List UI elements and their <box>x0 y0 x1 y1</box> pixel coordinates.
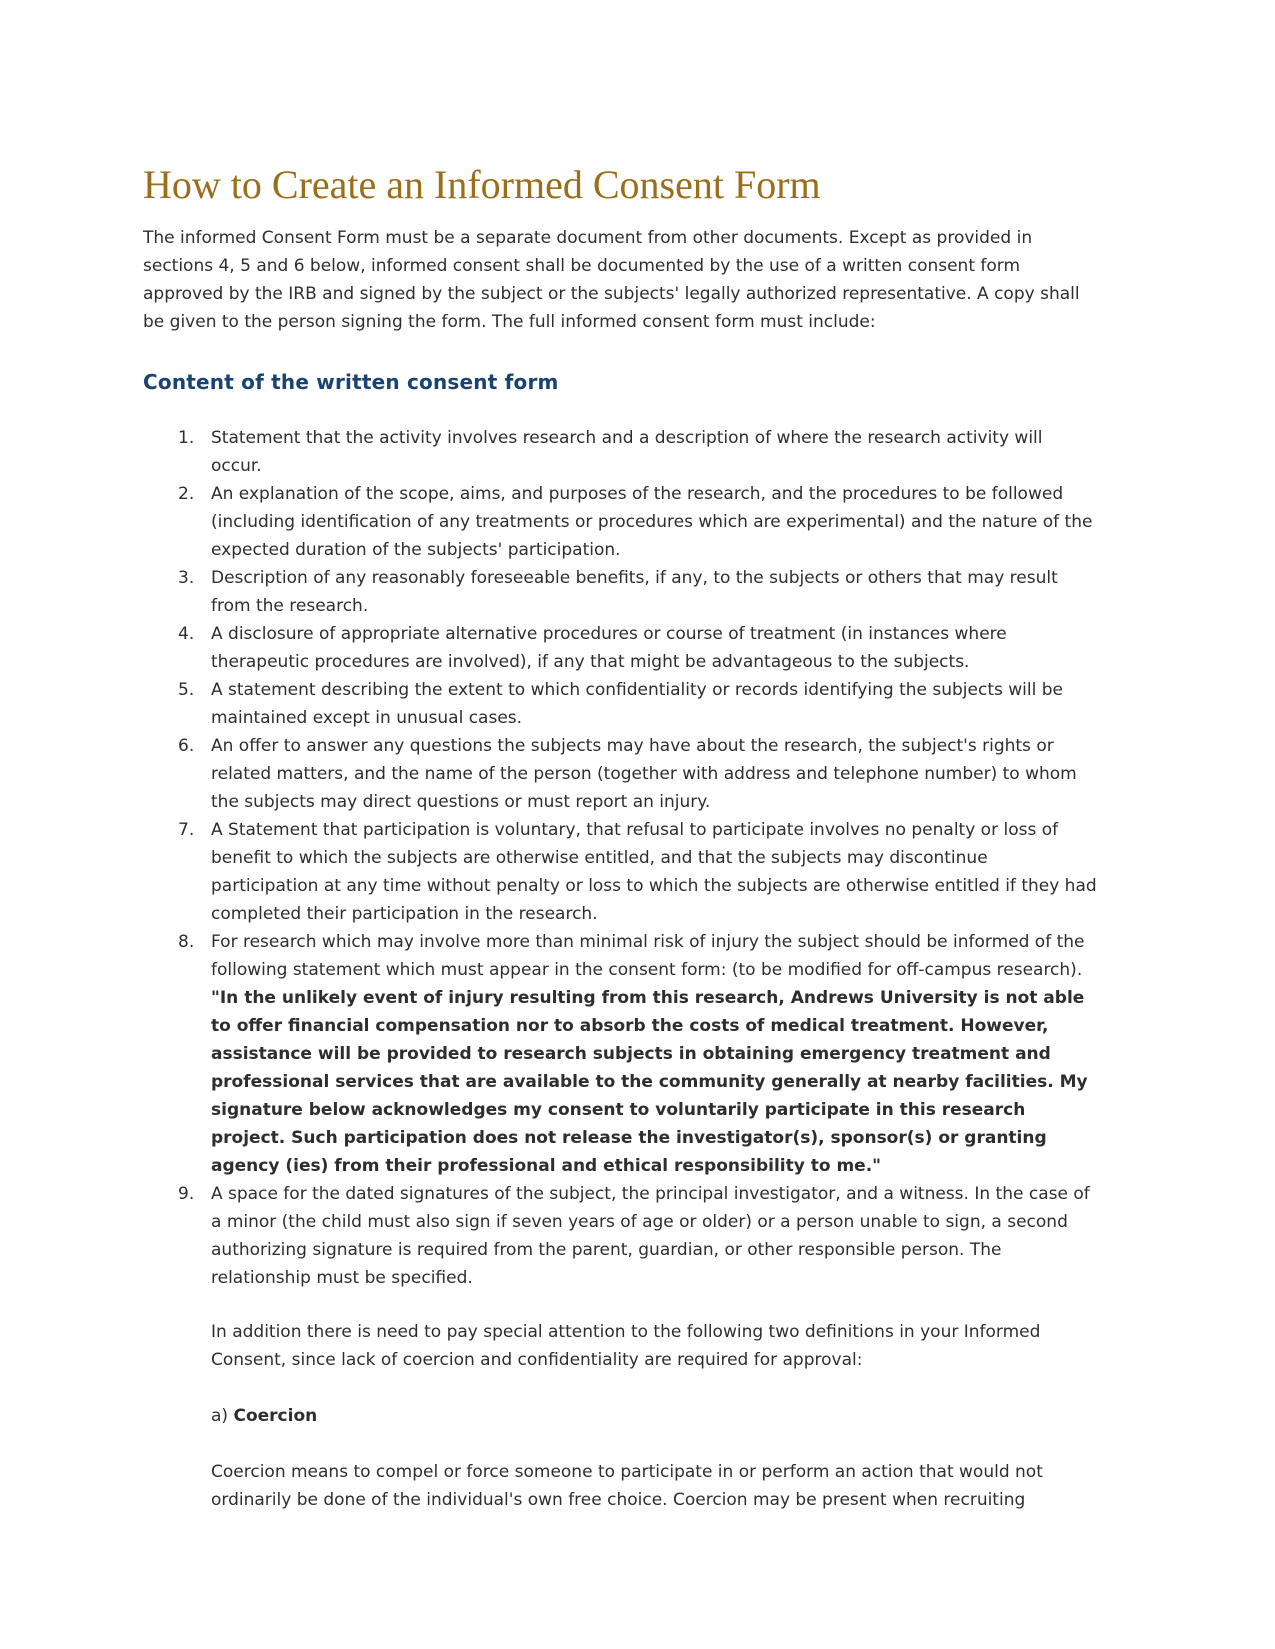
list-item-6 <box>143 732 1097 816</box>
list-item-text: A disclosure of appropriate alternative procedures or course of treatment (in instances where therapeutic procedures are involved), if any that might be advantageous to the subjects. <box>211 624 1007 672</box>
list-item-text: Statement that the activity involves research and a description of where the research activity will occur. <box>211 428 1043 476</box>
definition-a-term: Coercion <box>233 1406 318 1426</box>
list-item-text: A space for the dated signatures of the subject, the principal investigator, and a witness. In the case of a minor (the child must also sign if seven years of age or older) or a person unable to sign, a second authorizing signature is required from the parent, guardian, or other responsible person. The relationship must be specified. <box>211 1184 1090 1288</box>
list-item-number: 2. <box>178 484 195 504</box>
list-item-number: 4. <box>178 624 195 644</box>
addendum-paragraph: In addition there is need to pay special attention to the following two definitions in your Informed Consent, since lack of coercion and confidentiality are required for approval: <box>211 1322 1041 1370</box>
list-item-7 <box>143 816 1097 928</box>
list-item-text <box>211 928 1097 1180</box>
definition-a-heading <box>211 1402 1097 1430</box>
list-item-text: Description of any reasonably foreseeable benefits, if any, to the subjects or others that may result from the research. <box>211 568 1058 616</box>
list-item-text: An offer to answer any questions the subjects may have about the research, the subject's rights or related matters, and the name of the person (together with address and telephone number) to whom the subjects may direct questions or must report an injury. <box>211 736 1077 812</box>
injury-statement-bold-quote: "In the unlikely event of injury resulting from this research, Andrews University is not able to offer financial compensation nor to absorb the costs of medical treatment. However, assistance will be provided to research subjects in obtaining emergency treatment and professional services that are available to the community generally at nearby facilities. My signature below acknowledges my consent to voluntarily participate in this research project. Such participation does not release the investigator(s), sponsor(s) or granting agency (ies) from their professional and ethical responsibility to me." <box>211 988 1088 1176</box>
list-item-1 <box>143 424 1097 480</box>
list-item-number: 6. <box>178 736 195 756</box>
list-item-text: A Statement that participation is voluntary, that refusal to participate involves no penalty or loss of benefit to which the subjects are otherwise entitled, and that the subjects may discontinue participation at any time without penalty or loss to which the subjects are otherwise entitled if they had completed their participation in the research. <box>211 820 1097 924</box>
list-item-text: A statement describing the extent to which confidentiality or records identifying the subjects will be maintained except in unusual cases. <box>211 680 1063 728</box>
list-item-8 <box>143 928 1097 1180</box>
list-item-number: 7. <box>178 820 195 840</box>
list-item-number: 9. <box>178 1184 195 1204</box>
list-item-number: 1. <box>178 428 195 448</box>
coercion-definition-paragraph: Coercion means to compel or force someone to participate in or perform an action that would not ordinarily be done of the individual's own free choice. Coercion may be present when recruiting <box>211 1462 1043 1510</box>
list-item-4 <box>143 620 1097 676</box>
list-item-3 <box>143 564 1097 620</box>
list-item-2 <box>143 480 1097 564</box>
list-item-number: 8. <box>178 932 195 952</box>
list-item-number: 3. <box>178 568 195 588</box>
intro-paragraph: The informed Consent Form must be a separate document from other documents. Except as provided in sections 4, 5 and 6 below, informed consent shall be documented by the use of a written consent form approved by the IRB and signed by the subject or the subjects' legally authorized representative. A copy shall be given to the person signing the form. The full informed consent form must include: <box>143 228 1080 332</box>
list-item-text-regular: For research which may involve more than minimal risk of injury the subject should be informed of the following statement which must appear in the consent form: (to be modified for off-campus research). <box>211 932 1085 980</box>
list-item-9 <box>143 1180 1097 1292</box>
list-item-text: An explanation of the scope, aims, and purposes of the research, and the procedures to be followed (including identification of any treatments or procedures which are experimental) and the nature of the expected duration of the subjects' participation. <box>211 484 1093 560</box>
consent-requirements-list <box>143 424 1097 1292</box>
list-item-5 <box>143 676 1097 732</box>
list-item-number: 5. <box>178 680 195 700</box>
definition-a-prefix: a) <box>211 1406 234 1426</box>
page-title: How to Create an Informed Consent Form <box>143 162 821 207</box>
section-heading: Content of the written consent form <box>143 370 559 394</box>
